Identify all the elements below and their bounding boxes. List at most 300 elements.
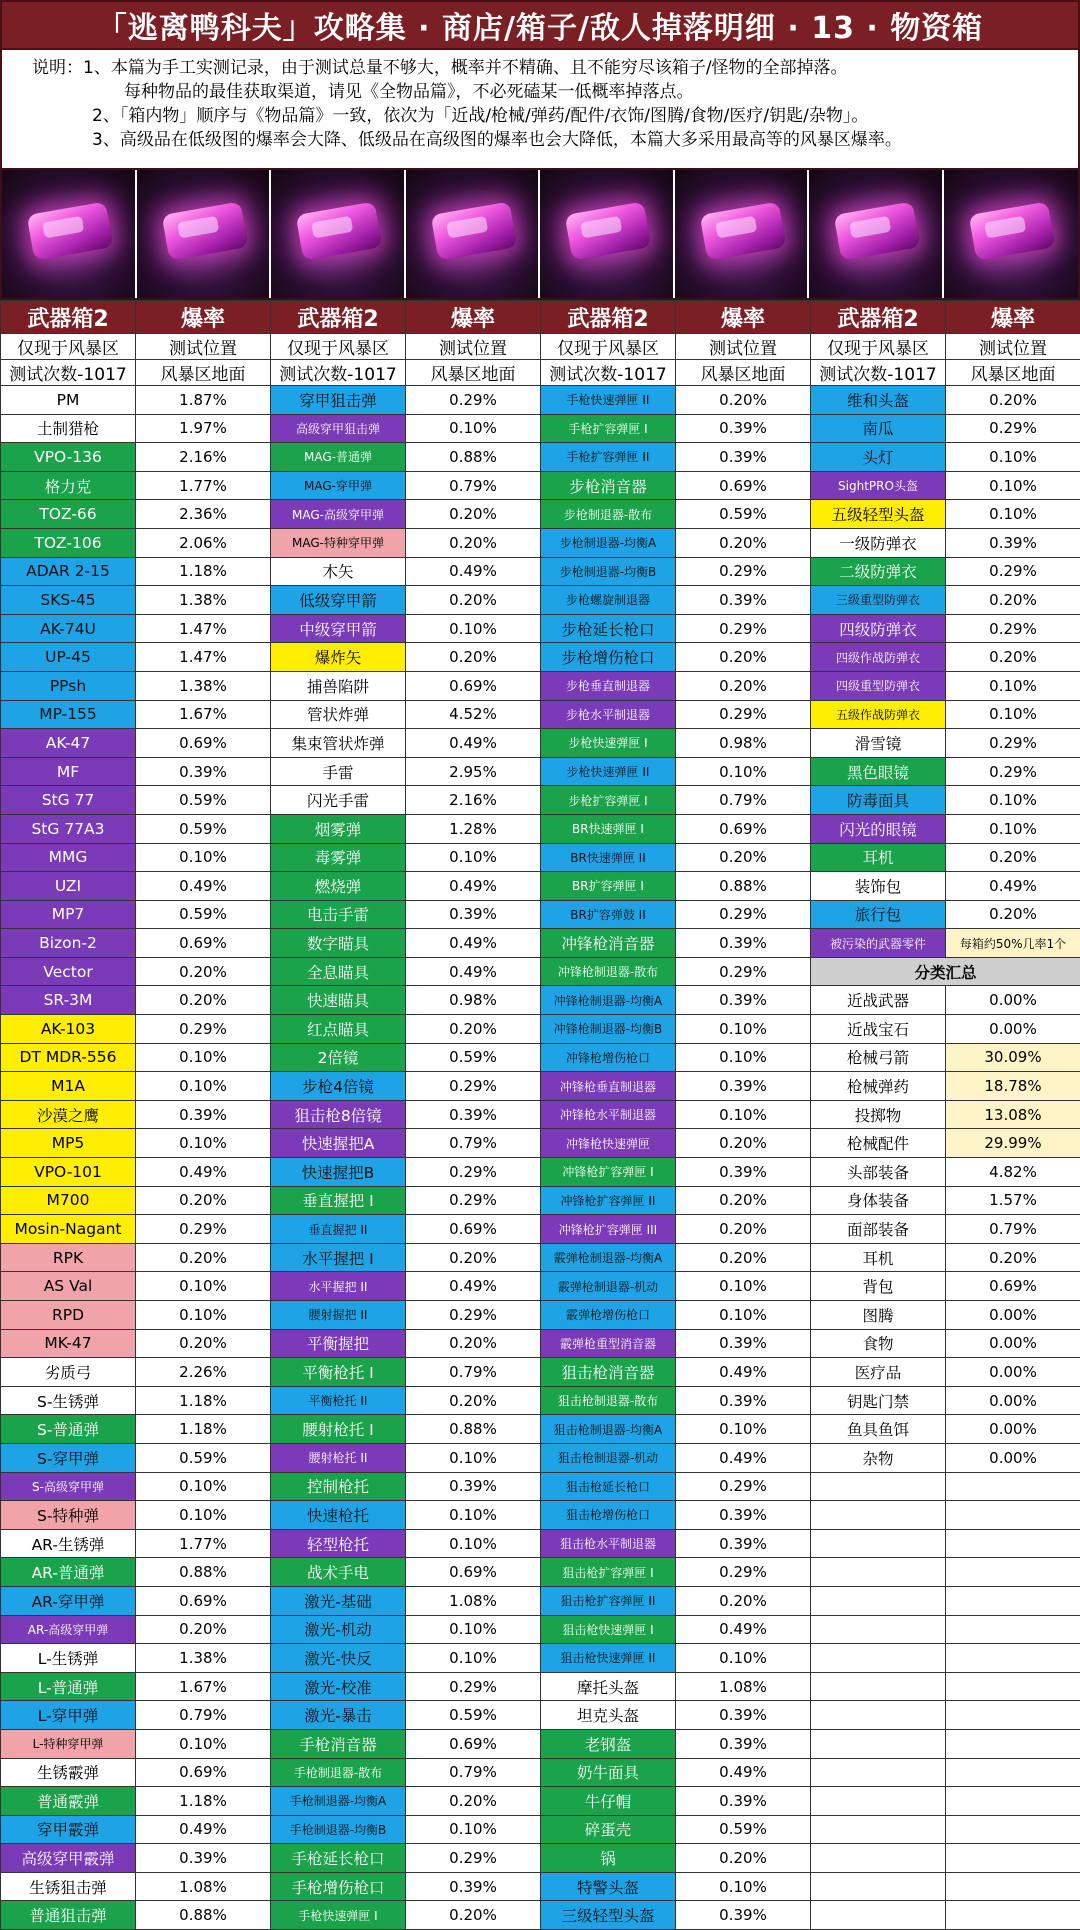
table-row xyxy=(1,1672,1080,1701)
drop-rate-cell: 0.59% xyxy=(136,786,271,815)
item-column-header: 武器箱2 xyxy=(811,301,946,334)
item-name-cell: 垂直握把 I xyxy=(271,1186,406,1215)
item-name-cell: 冲锋枪制退器-均衡A xyxy=(541,986,676,1015)
drop-rate-cell: 0.49% xyxy=(676,1758,811,1787)
drop-rate-cell: 0.10% xyxy=(676,1872,811,1901)
item-name-cell: VPO-136 xyxy=(1,443,136,472)
drop-rate-cell: 1.97% xyxy=(136,414,271,443)
zone-note: 仅现于风暴区 xyxy=(811,334,946,360)
drop-rate-cell: 4.52% xyxy=(406,700,541,729)
drop-rate-cell: 0.10% xyxy=(406,414,541,443)
table-row xyxy=(1,1043,1080,1072)
zone-note: 仅现于风暴区 xyxy=(271,334,406,360)
item-name-cell: Bizon-2 xyxy=(1,929,136,958)
test-count-note: 测试次数-1017 xyxy=(811,360,946,386)
drop-rate-table xyxy=(0,300,1080,1930)
drop-rate-cell: 0.49% xyxy=(136,872,271,901)
drop-rate-cell: 0.29% xyxy=(406,1072,541,1101)
location-note: 测试位置 xyxy=(406,334,541,360)
drop-rate-cell: 0.39% xyxy=(406,900,541,929)
table-row xyxy=(1,1529,1080,1558)
table-row xyxy=(1,414,1080,443)
item-name-cell: MMG xyxy=(1,843,136,872)
drop-rate-cell: 0.29% xyxy=(676,700,811,729)
drop-rate-cell: 0.29% xyxy=(676,1558,811,1587)
item-name-cell: 五级作战防弹衣 xyxy=(811,700,946,729)
drop-rate-cell: 0.10% xyxy=(676,1100,811,1129)
drop-rate-cell: 0.20% xyxy=(676,1215,811,1244)
drop-rate-cell: 0.10% xyxy=(946,443,1080,472)
item-name-cell: 闪光的眼镜 xyxy=(811,814,946,843)
drop-rate-cell: 0.79% xyxy=(406,1358,541,1387)
drop-rate-cell: 0.79% xyxy=(676,786,811,815)
item-name-cell: 身体装备 xyxy=(811,1186,946,1215)
item-name-cell: M700 xyxy=(1,1186,136,1215)
item-name-cell: 全息瞄具 xyxy=(271,957,406,986)
item-name-cell: 杂物 xyxy=(811,1443,946,1472)
drop-rate-cell xyxy=(946,1644,1080,1673)
item-name-cell: 步枪制退器-均衡B xyxy=(541,557,676,586)
item-name-cell xyxy=(811,1586,946,1615)
item-name-cell: 集束管状炸弹 xyxy=(271,729,406,758)
note-line: 说明：1、本篇为手工实测记录，由于测试总量不够大，概率并不精确、且不能穷尽该箱子/怪物的全部掉落。 xyxy=(32,56,1068,80)
item-name-cell: 狙击枪水平制退器 xyxy=(541,1529,676,1558)
drop-rate-cell: 0.00% xyxy=(946,1443,1080,1472)
drop-rate-cell: 0.20% xyxy=(136,1243,271,1272)
page-title: 「逃离鸭科夫」攻略集 · 商店/箱子/敌人掉落明细 · 13 · 物资箱 xyxy=(0,0,1080,50)
item-name-cell: 劣质弓 xyxy=(1,1358,136,1387)
drop-rate-cell xyxy=(946,1815,1080,1844)
test-count-note: 测试次数-1017 xyxy=(271,360,406,386)
drop-rate-cell: 0.29% xyxy=(676,957,811,986)
location-note: 风暴区地面 xyxy=(946,360,1080,386)
item-name-cell: AK-74U xyxy=(1,614,136,643)
drop-rate-cell: 0.10% xyxy=(136,1072,271,1101)
drop-rate-cell: 0.39% xyxy=(676,1701,811,1730)
table-row xyxy=(1,929,1080,958)
table-row xyxy=(1,957,1080,986)
drop-rate-cell: 0.20% xyxy=(676,643,811,672)
item-name-cell: L-普通弹 xyxy=(1,1672,136,1701)
drop-rate-cell: 0.00% xyxy=(946,1301,1080,1330)
drop-rate-cell: 1.47% xyxy=(136,643,271,672)
item-name-cell: PPsh xyxy=(1,671,136,700)
item-name-cell: 狙击枪扩容弹匣 II xyxy=(541,1586,676,1615)
drop-rate-cell: 0.79% xyxy=(136,1701,271,1730)
drop-rate-cell: 2.06% xyxy=(136,528,271,557)
weapon-box-2-icon xyxy=(271,170,406,298)
drop-rate-cell: 0.39% xyxy=(676,1901,811,1930)
drop-rate-cell: 1.57% xyxy=(946,1186,1080,1215)
item-name-cell: 电击手雷 xyxy=(271,900,406,929)
drop-rate-cell xyxy=(946,1558,1080,1587)
drop-rate-cell: 0.29% xyxy=(136,1215,271,1244)
drop-rate-cell xyxy=(946,1844,1080,1873)
table-row xyxy=(1,1158,1080,1187)
note-line: 每种物品的最佳获取渠道，请见《全物品篇》，不必死磕某一低概率掉落点。 xyxy=(32,80,1068,104)
item-name-cell: 步枪消音器 xyxy=(541,471,676,500)
item-name-cell: UZI xyxy=(1,872,136,901)
item-name-cell: 摩托头盔 xyxy=(541,1672,676,1701)
item-name-cell: MP7 xyxy=(1,900,136,929)
drop-rate-cell: 0.20% xyxy=(406,1015,541,1044)
table-row xyxy=(1,586,1080,615)
item-name-cell: 控制枪托 xyxy=(271,1472,406,1501)
drop-rate-cell: 29.99% xyxy=(946,1129,1080,1158)
item-name-cell: 防毒面具 xyxy=(811,786,946,815)
item-name-cell: 老钢盔 xyxy=(541,1729,676,1758)
weapon-box-2-icon xyxy=(675,170,810,298)
item-name-cell: SKS-45 xyxy=(1,586,136,615)
item-name-cell: 数字瞄具 xyxy=(271,929,406,958)
item-name-cell: 步枪垂直制退器 xyxy=(541,671,676,700)
item-name-cell: 激光-暴击 xyxy=(271,1701,406,1730)
item-name-cell: 步枪增伤枪口 xyxy=(541,643,676,672)
drop-rate-cell: 0.20% xyxy=(406,586,541,615)
item-name-cell: 腰射握把 II xyxy=(271,1301,406,1330)
drop-rate-cell: 0.88% xyxy=(136,1558,271,1587)
item-name-cell: 枪械配件 xyxy=(811,1129,946,1158)
table-row xyxy=(1,1015,1080,1044)
table-row xyxy=(1,1872,1080,1901)
item-name-cell xyxy=(811,1872,946,1901)
item-name-cell: 高级穿甲霰弹 xyxy=(1,1844,136,1873)
drop-rate-cell: 0.10% xyxy=(946,671,1080,700)
drop-rate-cell xyxy=(946,1501,1080,1530)
drop-rate-cell: 0.88% xyxy=(406,1415,541,1444)
item-name-cell: 步枪延长枪口 xyxy=(541,614,676,643)
item-name-cell: MAG-普通弹 xyxy=(271,443,406,472)
item-name-cell: 耳机 xyxy=(811,843,946,872)
drop-rate-cell: 0.29% xyxy=(946,557,1080,586)
item-name-cell: RPD xyxy=(1,1301,136,1330)
item-name-cell: 手枪快速弹匣 II xyxy=(541,386,676,415)
drop-rate-cell: 1.77% xyxy=(136,471,271,500)
drop-rate-cell: 0.20% xyxy=(946,586,1080,615)
item-name-cell: 冲锋枪快速弹匣 xyxy=(541,1129,676,1158)
item-name-cell xyxy=(811,1529,946,1558)
drop-rate-cell: 0.20% xyxy=(406,500,541,529)
item-name-cell: 爆炸矢 xyxy=(271,643,406,672)
table-row xyxy=(1,1301,1080,1330)
table-row xyxy=(1,500,1080,529)
table-row xyxy=(1,614,1080,643)
drop-rate-cell: 0.39% xyxy=(676,1158,811,1187)
item-name-cell: 图腾 xyxy=(811,1301,946,1330)
item-name-cell: 头灯 xyxy=(811,443,946,472)
drop-rate-cell: 0.29% xyxy=(406,1158,541,1187)
item-name-cell: 步枪螺旋制退器 xyxy=(541,586,676,615)
rate-column-header: 爆率 xyxy=(946,301,1080,334)
item-name-cell xyxy=(811,1644,946,1673)
drop-rate-cell: 0.20% xyxy=(946,386,1080,415)
drop-rate-cell: 0.20% xyxy=(136,986,271,1015)
item-name-cell: 霰弹枪制退器-均衡A xyxy=(541,1243,676,1272)
drop-rate-cell xyxy=(946,1472,1080,1501)
drop-rate-cell: 0.10% xyxy=(136,1301,271,1330)
item-name-cell: BR扩容弹匣 I xyxy=(541,872,676,901)
item-name-cell: S-高级穿甲弹 xyxy=(1,1472,136,1501)
drop-rate-cell: 0.20% xyxy=(406,1329,541,1358)
drop-rate-cell: 0.49% xyxy=(676,1615,811,1644)
item-name-cell: 快速枪托 xyxy=(271,1501,406,1530)
item-name-cell: 捕兽陷阱 xyxy=(271,671,406,700)
drop-rate-cell: 0.20% xyxy=(406,1787,541,1816)
item-name-cell: StG 77A3 xyxy=(1,814,136,843)
drop-rate-cell: 4.82% xyxy=(946,1158,1080,1187)
drop-rate-cell: 1.38% xyxy=(136,586,271,615)
drop-rate-cell: 0.39% xyxy=(676,586,811,615)
drop-rate-cell: 2.16% xyxy=(406,786,541,815)
drop-rate-cell: 1.87% xyxy=(136,386,271,415)
item-name-cell: 普通霰弹 xyxy=(1,1787,136,1816)
item-name-cell: 霰弹枪制退器-机动 xyxy=(541,1272,676,1301)
item-name-cell: SightPRO头盔 xyxy=(811,471,946,500)
drop-rate-cell xyxy=(946,1787,1080,1816)
location-note: 风暴区地面 xyxy=(406,360,541,386)
table-row xyxy=(1,1386,1080,1415)
item-name-cell: Vector xyxy=(1,957,136,986)
drop-rate-cell: 0.20% xyxy=(676,1844,811,1873)
drop-rate-cell: 0.59% xyxy=(406,1701,541,1730)
drop-rate-cell: 0.49% xyxy=(406,557,541,586)
item-name-cell: 土制猎枪 xyxy=(1,414,136,443)
table-row xyxy=(1,1272,1080,1301)
drop-rate-cell: 0.39% xyxy=(406,1100,541,1129)
location-note: 测试位置 xyxy=(946,334,1080,360)
item-name-cell: 维和头盔 xyxy=(811,386,946,415)
table-row xyxy=(1,557,1080,586)
table-row xyxy=(1,386,1080,415)
drop-rate-cell: 0.10% xyxy=(676,1043,811,1072)
drop-rate-cell: 0.00% xyxy=(946,1386,1080,1415)
table-row xyxy=(1,1358,1080,1387)
drop-rate-cell: 0.20% xyxy=(676,528,811,557)
item-name-cell: 耳机 xyxy=(811,1243,946,1272)
drop-rate-cell: 0.10% xyxy=(136,1501,271,1530)
drop-rate-cell: 0.88% xyxy=(676,872,811,901)
drop-rate-cell: 0.49% xyxy=(946,872,1080,901)
item-name-cell: 医疗品 xyxy=(811,1358,946,1387)
item-name-cell: 头部装备 xyxy=(811,1158,946,1187)
item-name-cell: MP-155 xyxy=(1,700,136,729)
item-name-cell: 狙击枪制退器-散布 xyxy=(541,1386,676,1415)
item-name-cell: L-穿甲弹 xyxy=(1,1701,136,1730)
item-name-cell: S-普通弹 xyxy=(1,1415,136,1444)
table-row xyxy=(1,786,1080,815)
drop-rate-cell: 0.29% xyxy=(676,1472,811,1501)
drop-rate-cell: 0.00% xyxy=(946,1015,1080,1044)
drop-rate-cell: 1.18% xyxy=(136,1386,271,1415)
item-name-cell: MAG-特种穿甲弹 xyxy=(271,528,406,557)
item-name-cell: 低级穿甲箭 xyxy=(271,586,406,615)
item-name-cell: TOZ-66 xyxy=(1,500,136,529)
notes xyxy=(0,50,1080,168)
item-name-cell: 装饰包 xyxy=(811,872,946,901)
item-name-cell: AR-普通弹 xyxy=(1,1558,136,1587)
item-name-cell: 中级穿甲箭 xyxy=(271,614,406,643)
weapon-box-2-icon xyxy=(540,170,675,298)
drop-rate-cell: 0.69% xyxy=(136,729,271,758)
drop-rate-cell: 0.88% xyxy=(136,1901,271,1930)
drop-rate-cell: 0.10% xyxy=(136,1272,271,1301)
drop-rate-cell: 0.39% xyxy=(406,1472,541,1501)
item-name-cell xyxy=(811,1844,946,1873)
drop-rate-cell: 0.29% xyxy=(406,1672,541,1701)
item-name-cell: AR-穿甲弹 xyxy=(1,1586,136,1615)
item-name-cell: 步枪扩容弹匣 I xyxy=(541,786,676,815)
rate-column-header: 爆率 xyxy=(676,301,811,334)
item-name-cell: MP5 xyxy=(1,1129,136,1158)
item-name-cell: 冲锋枪扩容弹匣 II xyxy=(541,1186,676,1215)
table-row xyxy=(1,1787,1080,1816)
drop-rate-cell: 0.69% xyxy=(946,1272,1080,1301)
drop-rate-cell: 0.69% xyxy=(676,471,811,500)
item-name-cell xyxy=(811,1729,946,1758)
item-name-cell: UP-45 xyxy=(1,643,136,672)
table-row xyxy=(1,986,1080,1015)
item-name-cell: MAG-高级穿甲弹 xyxy=(271,500,406,529)
drop-rate-cell: 0.29% xyxy=(676,614,811,643)
table-row xyxy=(1,1758,1080,1787)
drop-rate-cell: 0.39% xyxy=(676,1386,811,1415)
item-name-cell: 手枪制退器-均衡A xyxy=(271,1787,406,1816)
drop-rate-cell: 0.69% xyxy=(136,1586,271,1615)
drop-rate-cell: 1.77% xyxy=(136,1529,271,1558)
drop-rate-cell: 0.79% xyxy=(406,1129,541,1158)
drop-rate-cell: 0.39% xyxy=(676,1529,811,1558)
table-row xyxy=(1,1615,1080,1644)
item-name-cell: 枪械弹药 xyxy=(811,1072,946,1101)
test-count-note: 测试次数-1017 xyxy=(541,360,676,386)
item-name-cell: 手枪增伤枪口 xyxy=(271,1872,406,1901)
drop-rate-cell: 1.67% xyxy=(136,700,271,729)
table-row xyxy=(1,757,1080,786)
drop-rate-cell: 0.10% xyxy=(676,1415,811,1444)
drop-rate-cell: 0.20% xyxy=(136,957,271,986)
item-name-cell: 三级轻型头盔 xyxy=(541,1901,676,1930)
drop-rate-cell: 0.39% xyxy=(676,986,811,1015)
drop-rate-cell: 0.20% xyxy=(676,1129,811,1158)
item-name-cell: 穿甲霰弹 xyxy=(1,1815,136,1844)
drop-rate-cell: 0.29% xyxy=(406,1301,541,1330)
item-name-cell: MK-47 xyxy=(1,1329,136,1358)
item-name-cell: 步枪快速弹匣 II xyxy=(541,757,676,786)
location-note: 测试位置 xyxy=(676,334,811,360)
zone-note: 仅现于风暴区 xyxy=(1,334,136,360)
item-name-cell: 黑色眼镜 xyxy=(811,757,946,786)
item-name-cell: 四级作战防弹衣 xyxy=(811,643,946,672)
drop-rate-cell xyxy=(946,1615,1080,1644)
item-name-cell xyxy=(811,1472,946,1501)
drop-rate-cell: 0.29% xyxy=(946,414,1080,443)
drop-rate-cell: 0.10% xyxy=(676,1015,811,1044)
table-row xyxy=(1,1501,1080,1530)
item-name-cell: 霰弹枪重型消音器 xyxy=(541,1329,676,1358)
rate-column-header: 爆率 xyxy=(406,301,541,334)
item-name-cell: 手枪延长枪口 xyxy=(271,1844,406,1873)
item-name-cell: 背包 xyxy=(811,1272,946,1301)
item-name-cell: 步枪制退器-均衡A xyxy=(541,528,676,557)
item-name-cell: RPK xyxy=(1,1243,136,1272)
item-name-cell: 旅行包 xyxy=(811,900,946,929)
item-name-cell: 烟雾弹 xyxy=(271,814,406,843)
item-name-cell: AS Val xyxy=(1,1272,136,1301)
item-name-cell: 红点瞄具 xyxy=(271,1015,406,1044)
table-row xyxy=(1,1558,1080,1587)
item-name-cell: 格力克 xyxy=(1,471,136,500)
item-column-header: 武器箱2 xyxy=(271,301,406,334)
drop-rate-cell xyxy=(946,1701,1080,1730)
item-name-cell: 步枪水平制退器 xyxy=(541,700,676,729)
drop-rate-cell: 0.49% xyxy=(676,1443,811,1472)
item-name-cell xyxy=(811,1901,946,1930)
item-name-cell: 2倍镜 xyxy=(271,1043,406,1072)
item-name-cell: 激光-机动 xyxy=(271,1615,406,1644)
item-name-cell: 穿甲狙击弹 xyxy=(271,386,406,415)
item-name-cell: 腰射枪托 II xyxy=(271,1443,406,1472)
table-row xyxy=(1,700,1080,729)
table-row xyxy=(1,1586,1080,1615)
header-row xyxy=(1,301,1080,334)
item-name-cell: 坦克头盔 xyxy=(541,1701,676,1730)
item-name-cell: 面部装备 xyxy=(811,1215,946,1244)
drop-rate-cell xyxy=(946,1729,1080,1758)
item-name-cell: L-生锈弹 xyxy=(1,1644,136,1673)
drop-rate-cell: 0.79% xyxy=(946,1215,1080,1244)
drop-rate-cell: 0.69% xyxy=(136,929,271,958)
drop-rate-cell: 0.59% xyxy=(406,1043,541,1072)
note-line: 2、「箱内物」顺序与《物品篇》一致，依次为「近战/枪械/弹药/配件/衣饰/图腾/食物/医疗/钥匙/杂物」。 xyxy=(32,104,1068,128)
drop-rate-cell xyxy=(946,1901,1080,1930)
item-name-cell: 步枪快速弹匣 I xyxy=(541,729,676,758)
drop-rate-cell: 0.29% xyxy=(406,1844,541,1873)
drop-rate-cell: 1.18% xyxy=(136,1787,271,1816)
drop-rate-cell: 0.10% xyxy=(676,757,811,786)
drop-rate-cell: 0.20% xyxy=(676,386,811,415)
item-name-cell: 手枪消音器 xyxy=(271,1729,406,1758)
item-name-cell: PM xyxy=(1,386,136,415)
drop-rate-cell: 0.10% xyxy=(946,814,1080,843)
drop-rate-cell: 0.39% xyxy=(676,1729,811,1758)
item-name-cell: 战术手电 xyxy=(271,1558,406,1587)
drop-rate-cell: 0.20% xyxy=(406,1901,541,1930)
item-name-cell: 激光-快反 xyxy=(271,1644,406,1673)
item-name-cell: 轻型枪托 xyxy=(271,1529,406,1558)
drop-rate-cell: 2.36% xyxy=(136,500,271,529)
drop-rate-cell: 0.49% xyxy=(406,1272,541,1301)
item-name-cell xyxy=(811,1558,946,1587)
location-note: 测试位置 xyxy=(136,334,271,360)
table-row xyxy=(1,1844,1080,1873)
drop-rate-cell: 0.20% xyxy=(406,528,541,557)
item-name-cell: 管状炸弹 xyxy=(271,700,406,729)
item-name-cell: 激光-校准 xyxy=(271,1672,406,1701)
table-row xyxy=(1,1472,1080,1501)
drop-rate-cell: 0.10% xyxy=(406,614,541,643)
drop-rate-cell: 0.20% xyxy=(676,1243,811,1272)
drop-rate-cell: 0.98% xyxy=(676,729,811,758)
drop-rate-cell: 0.29% xyxy=(676,900,811,929)
drop-rate-cell: 0.20% xyxy=(676,1586,811,1615)
item-name-cell: L-特种穿甲弹 xyxy=(1,1729,136,1758)
table-row xyxy=(1,1129,1080,1158)
item-name-cell: S-生锈弹 xyxy=(1,1386,136,1415)
item-name-cell: 近战武器 xyxy=(811,986,946,1015)
item-name-cell: 快速瞄具 xyxy=(271,986,406,1015)
table-row xyxy=(1,471,1080,500)
drop-rate-cell xyxy=(946,1529,1080,1558)
